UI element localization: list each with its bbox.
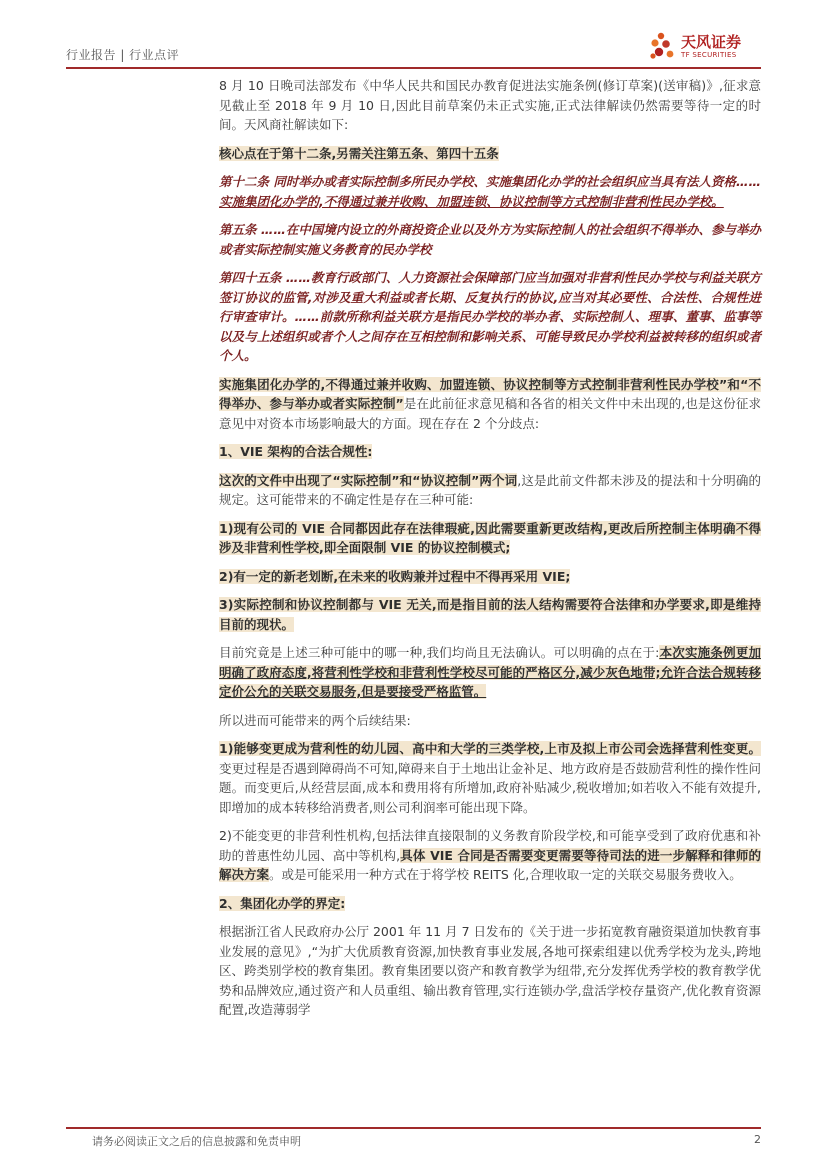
footer-divider [66, 1127, 761, 1129]
text-run: 是在此前征求意见稿和各省的相关文件中未出现的,也是这份征求意见中对资本市场影响最大的方面。现在存在 2 个分歧点: [219, 396, 761, 431]
text-run: 8 月 10 日晚司法部发布《中华人民共和国民办教育促进法实施条例(修订草案)(送审稿)》,征求意见截止至 2018 年 9 月 10 日,因此目前草案仍未正式实施,正式法律解读仍然需要等待一定的时间。天风商社解读如下: [219, 78, 761, 132]
header-divider [66, 67, 761, 69]
paragraph [219, 826, 761, 885]
text-run: 所以进而可能带来的两个后续结果: [219, 712, 411, 728]
text-run: 1)现有公司的 VIE 合同都因此存在法律瑕疵,因此需要重新更改结构,更改后所控制主体明确不得涉及非营利性学校,即全面限制 VIE 的协议控制模式; [219, 520, 761, 555]
paragraph [219, 519, 761, 558]
text-run: ……教育行政部门、人力资源社会保障部门应当加强对非营利性民办学校与利益关联方签订协议的监管,对涉及重大利益或者长期、反复执行的协议,应当对其必要性、合法性、合规性进行审查审计。……前款所称利益关联方是指民办学校的举办者、实际控制人、理事、董事、监事等以及与上述组织或者个人之间存在互相控制和影响关系、可能导致民办学校利益被转移的组织或者个人。 [219, 270, 761, 363]
text-run: 3)实际控制和协议控制都与 VIE 无关,而是指目前的法人结构需要符合法律和办学要求,即是维持目前的现状。 [219, 597, 761, 632]
paragraph [219, 567, 761, 587]
text-run: 变更过程是否遇到障碍尚不可知,障碍来自于土地出让金补足、地方政府是否鼓励营利性的操作性问题。而变更后,从经营层面,成本和费用将有所增加,政府补贴减少,税收增加;如若收入不能有效提升,即增加的成本转移给消费者,则公司利润率可能出现下降。 [219, 760, 761, 815]
text-run: 2)有一定的新老划断,在未来的收购兼并过程中不得再采用 VIE; [219, 568, 571, 584]
paragraph [219, 172, 761, 211]
footer-disclaimer: 请务必阅读正文之后的信息披露和免责申明 [92, 1135, 301, 1148]
text-run: 这次的文件中出现了“实际控制”和“协议控制”两个词 [219, 472, 518, 488]
text-run: 第十二条 [219, 174, 270, 189]
text-run: 核心点在于第十二条,另需关注第五条、第四十五条 [219, 145, 499, 161]
text-run: 2、集团化办学的界定: [219, 895, 346, 911]
paragraph [219, 442, 761, 462]
text-run: ……在中国境内设立的外商投资企业以及外方为实际控制人的社会组织不得举办、参与举办或者实际控制实施义务教育的民办学校 [219, 222, 761, 257]
text-run: 1)能够变更成为营利性的幼儿园、高中和大学的三类学校,上市及拟上市公司会选择营利性变更。 [219, 741, 761, 756]
text-run: 同时举办或者实际控制多所民办学校、实施集团化办学的社会组织应当具有法人资格…… [269, 174, 761, 189]
paragraph [219, 268, 761, 366]
paragraph [219, 922, 761, 1020]
text-run: ,这是此前文件都未涉及的提法和十分明确的规定。这可能带来的不确定性是存在三种可能: [219, 472, 761, 507]
text-run: 具体 VIE 合同是否需要变更需要等待司法的进一步解释和律师的解决方案 [219, 847, 761, 882]
text-run: 本次实施条例更加明确了政府态度,将营利性学校和非营利性学校尽可能的严格区分,减少灰色地带;允许合法合规转移定价公允的关联交易服务,但是要接受严格监管。 [219, 645, 761, 699]
paragraph [219, 76, 761, 135]
paragraph [219, 894, 761, 914]
text-run: 第五条 [219, 222, 257, 237]
text-run: 实施集团化办学的,不得通过兼并收购、加盟连锁、协议控制等方式控制非营利性民办学校。 [219, 193, 724, 209]
text-run: 第四十五条 [219, 270, 282, 285]
text-run: 。或是可能采用一种方式在于将学校 REITS 化,合理收取一定的关联交易服务费收入。 [269, 867, 742, 882]
text-run: 2)不能变更的非营利性机构,包括法律直接限制的义务教育阶段学校,和可能享受到了政府优惠和补助的普惠性幼儿园、高中等机构, [219, 828, 761, 863]
paragraph [219, 220, 761, 259]
page-number: 2 [754, 1133, 761, 1146]
paragraph [219, 711, 761, 731]
report-body [219, 76, 761, 1029]
paragraph [219, 643, 761, 702]
logo-subtext: TF SECURITIES [681, 51, 737, 59]
paragraph [219, 595, 761, 634]
text-run: 1、VIE 架构的合法合规性: [219, 444, 373, 459]
paragraph [219, 375, 761, 434]
paragraph [219, 739, 761, 817]
logo-text: 天风证券 [681, 33, 742, 51]
paragraph [219, 144, 761, 164]
text-run: 实施集团化办学的,不得通过兼并收购、加盟连锁、协议控制等方式控制非营利性民办学校”和“不得举办、参与举办或者实际控制” [219, 376, 761, 411]
paragraph [219, 471, 761, 510]
report-category: 行业报告 | 行业点评 [66, 48, 180, 62]
text-run: 目前究竟是上述三种可能中的哪一种,我们均尚且无法确认。可以明确的点在于: [219, 645, 660, 660]
text-run: 根据浙江省人民政府办公厅 2001 年 11 月 7 日发布的《关于进一步拓宽教育融资渠道加快教育事业发展的意见》,“为扩大优质教育资源,加快教育事业发展,各地可探索组建以优秀学校为龙头,跨地区、跨类别学校的教育集团。教育集团要以资产和教育教学为纽带,充分发挥优秀学校的教育教学优势和品牌效应,通过资产和人员重组、输出教育管理,实行连锁办学,盘活学校存量资产,优化教育资源配置,改造薄弱学 [219, 924, 762, 1017]
